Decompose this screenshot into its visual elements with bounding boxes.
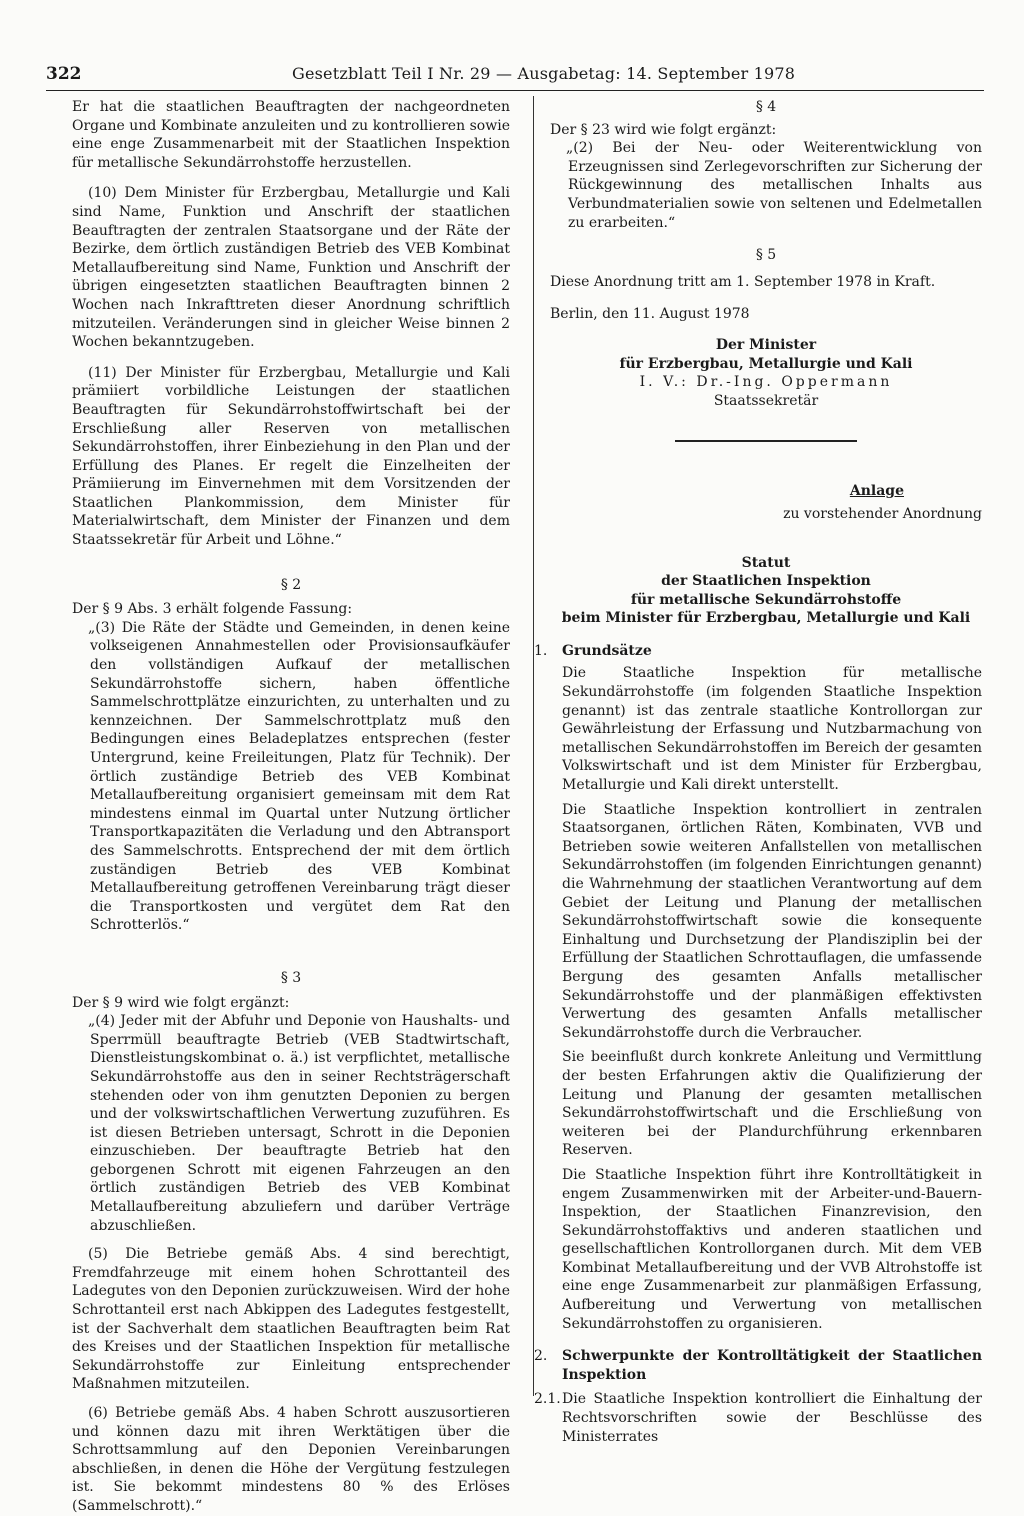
- section-4-text: „(2) Bei der Neu- oder Weiterentwicklung von Erzeugnissen sind Zerlegevorschriften zur Sicherung der Rückgewinnung des metallischen Inhalts aus Verbundmaterialien sowie von seltenen und Edelmetallen zu erarbeiten.“: [566, 140, 982, 231]
- section-1-paragraph-1: Die Staatliche Inspektion für metallische Sekundärrohstoffe (im folgenden Staatliche Inspektion genannt) ist das zentrale staatliche Kontrollorgan zur Gewährleistung der Erfassung und Nutzbarmachung von metallischen Sekundärrohstoffen im Bereich der gesamten Volkswirtschaft und ist dem Minister für Erzbergbau, Metallurgie und Kali direkt unterstellt.: [562, 665, 982, 794]
- section-1-paragraph-4: Die Staatliche Inspektion führt ihre Kontrolltätigkeit in engem Zusammenwirken mit der Arbeiter-und-Bauern-Inspektion, der Staatlichen Finanzrevision, den Sekundärrohstoffaktivs und anderen staatlichen und gesellschaftlichen Kontrollorganen durch. Mit dem VEB Kombinat Metallaufbereitung und der VVB Altrohstoffe ist eine enge Zusammenarbeit zur planmäßigen Erfassung, Aufbereitung und Verwertung von metallischen Sekundärrohstoffen zu organisieren.: [562, 1166, 982, 1332]
- section-3-paragraph-4: „(4) Jeder mit der Abfuhr und Deponie von Haushalts- und Sperrmüll beauftragte Betrieb (VEB Stadtwirtschaft, Dienstleistungskombinat o. ä.) ist verpflichtet, metallische Sekundärrohstoffe aus den in seiner Rechtsträgerschaft stehenden oder von ihm genutzten Deponien zu bergen und der volkswirtschaftlichen Verwertung zuzuführen. Es ist diesen Betrieben untersagt, Schrott in die Deponien einzuschieben. Der beauftragte Betrieb hat den geborgenen Schrott mit eigenen Fahrzeugen an den örtlich zuständigen Betrieb des VEB Kombinat Metallaufbereitung abzuliefern und darüber Verträge abzuschließen.: [88, 1013, 510, 1234]
- statut-title-line-4: beim Minister für Erzbergbau, Metallurgie und Kali: [561, 610, 971, 627]
- section-1-paragraph-2: Die Staatliche Inspektion kontrolliert in zentralen Staatsorganen, örtlichen Räten, Kombinaten, VVB und Betrieben sowie weiteren Anfallstellen von metallischen Sekundärrohstoffen (im folgenden Einrichtungen genannt) die Wahrnehmung der staatlichen Verantwortung auf dem Gebiet der Leitung und Planung der metallischen Sekundärrohstoffwirtschaft sowie die konsequente Einhaltung und Durchsetzung der Plandisziplin bei der Erfüllung der Staatlichen Schrottauflagen, die umfassende Bergung des gesamten Anfalls metallischer Sekundärrohstoffe und der planmäßigen effektivsten Verwertung des gesamten Anfalls metallischer Sekundärrohstoffe durch die Verbraucher.: [562, 801, 982, 1041]
- section-5-text: Diese Anordnung tritt am 1. September 1978 in Kraft.: [550, 273, 936, 290]
- section-2-heading: § 2: [280, 576, 302, 593]
- section-2-title: Schwerpunkte der Kontrolltätigkeit der Staatlichen Inspektion: [562, 1348, 982, 1383]
- paragraph-11: (11) Der Minister für Erzbergbau, Metallurgie und Kali prämiiert vorbildliche Leistungen der staatlichen Beauftragten für Sekundärrohstoffwirtschaft bei der Erschließung aller Reserven von metallischen Sekundärrohstoffen, ihrer Einbeziehung in den Plan und der Erfüllung des Planes. Er regelt die Einzelheiten der Prämiierung im Einvernehmen mit dem Vorsitzenden der Staatlichen Plankommission, dem Minister für Materialwirtschaft, dem Minister der Finanzen und dem Staatssekretär für Arbeit und Löhne.“: [72, 364, 510, 549]
- section-1-paragraph-3: Sie beeinflußt durch konkrete Anleitung und Vermittlung der besten Erfahrungen aktiv die Qualifizierung der Leitung und Planung der gesamten metallischen Sekundärrohstoffwirtschaft und die Erschließung von weiteren bei der Plandurchführung erkennbaren Reserven.: [562, 1049, 982, 1159]
- section-3-paragraph-5: (5) Die Betriebe gemäß Abs. 4 sind berechtigt, Fremdfahrzeuge mit einem hohen Schrottanteil des Ladegutes von den Deponien zurückzuweisen. Wird der hohe Schrottanteil erst nach Abkippen des Ladegutes festgestellt, ist der Sachverhalt dem staatlichen Beauftragten beim Rat des Kreises und der Staatlichen Inspektion für metallische Sekundärrohstoffe zur Einleitung entsprechender Maßnahmen mitzuteilen.: [72, 1246, 510, 1393]
- section-5-heading: § 5: [755, 247, 777, 264]
- section-2-number: 2.: [534, 1348, 548, 1365]
- section-2-intro: Der § 9 Abs. 3 erhält folgende Fassung:: [72, 601, 353, 618]
- signature-title-2: für Erzbergbau, Metallurgie und Kali: [619, 355, 913, 372]
- right-column: [534, 98, 982, 1446]
- paragraph-continuation: Er hat die staatlichen Beauftragten der nachgeordneten Organe und Kombinate anzuleiten und zu kontrollieren sowie eine enge Zusammenarbeit mit der Staatlichen Inspektion für metallische Sekundärrohstoffe herzustellen.: [72, 99, 510, 171]
- section-4-intro: Der § 23 wird wie folgt ergänzt:: [550, 121, 777, 138]
- section-1-header: [534, 642, 982, 661]
- signature-block: [550, 336, 982, 410]
- section-1-number: 1.: [534, 642, 548, 659]
- section-2-1: [534, 1390, 982, 1446]
- signature-rule: [675, 440, 857, 442]
- section-1-title: Grundsätze: [562, 642, 652, 659]
- section-3-intro: Der § 9 wird wie folgt ergänzt:: [72, 994, 290, 1011]
- page-number: 322: [46, 64, 82, 84]
- column-divider: [533, 96, 534, 1396]
- paragraph-10: (10) Dem Minister für Erzbergbau, Metallurgie und Kali sind Name, Funktion und Anschrift der staatlichen Beauftragten der zentralen Staatsorgane und der Räte der Bezirke, dem örtlich zuständigen Betrieb des VEB Kombinat Metallaufbereitung sind Name, Funktion und Anschrift der übrigen eingesetzten staatlichen Beauftragten binnen 2 Wochen nach Inkrafttreten dieser Anordnung schriftlich mitzuteilen. Veränderungen sind in gleicher Weise binnen 2 Wochen bekanntzugeben.: [72, 185, 510, 351]
- signature-title-1: Der Minister: [715, 336, 817, 353]
- section-2-header: [534, 1347, 982, 1384]
- date-line: Berlin, den 11. August 1978: [550, 306, 750, 323]
- statut-title-line-1: Statut: [741, 554, 791, 571]
- statut-title: [550, 554, 982, 628]
- left-column: [72, 98, 510, 1516]
- signature-name: I. V.: Dr.-Ing. Oppermann: [639, 374, 893, 391]
- section-2-1-number: 2.1.: [534, 1391, 561, 1408]
- section-2-1-text: Die Staatliche Inspektion kontrolliert die Einhaltung der Rechtsvorschriften sowie der Beschlüsse des Ministerrates: [562, 1391, 982, 1445]
- section-2-text: „(3) Die Räte der Städte und Gemeinden, in denen keine volkseigenen Annahmestellen oder Provisionsaufkäufer den vollständigen Aufkauf der metallischen Sekundärrohstoffe sichern, haben öffentliche Sammelschrottplätze einzurichten, zu unterhalten und zu kennzeichnen. Der Sammelschrottplatz muß den Bedingungen eines Beladeplatzes entsprechen (fester Untergrund, keine Freileitungen, Platz für Technik). Der örtlich zuständige Betrieb des VEB Kombinat Metallaufbereitung organisiert gemeinsam mit dem Rat mindestens einmal im Quartal unter Nutzung örtlicher Transportkapazitäten die Verladung und den Abtransport des Sammelschrotts. Entsprechend der mit dem örtlich zuständigen Betrieb des VEB Kombinat Metallaufbereitung getroffenen Vereinbarung trägt dieser die Transportkosten und vergütet dem Rat den Schrotterlös.“: [88, 619, 510, 934]
- section-4-heading: § 4: [755, 99, 777, 115]
- section-3-paragraph-6: (6) Betriebe gemäß Abs. 4 haben Schrott auszusortieren und können dazu mit ihren Werktätigen über die Schrottsammlung auf den Deponien Vereinbarungen abschließen, in denen die Höhe der Vergütung festzulegen ist. Sie bekommt mindestens 80 % des Erlöses (Sammelschrott).“: [72, 1405, 510, 1514]
- header-rule: [46, 90, 984, 91]
- anlage-subtitle: zu vorstehender Anordnung: [783, 505, 982, 522]
- anlage-title: Anlage: [849, 483, 904, 500]
- signature-role: Staatssekretär: [713, 392, 819, 409]
- section-1-body: [550, 664, 982, 1333]
- statut-title-line-2: der Staatlichen Inspektion: [661, 573, 871, 590]
- page-header-title: Gesetzblatt Teil I Nr. 29 — Ausgabetag: 14. September 1978: [292, 64, 796, 83]
- section-3-heading: § 3: [280, 969, 302, 986]
- statut-title-line-3: für metallische Sekundärrohstoffe: [630, 591, 902, 608]
